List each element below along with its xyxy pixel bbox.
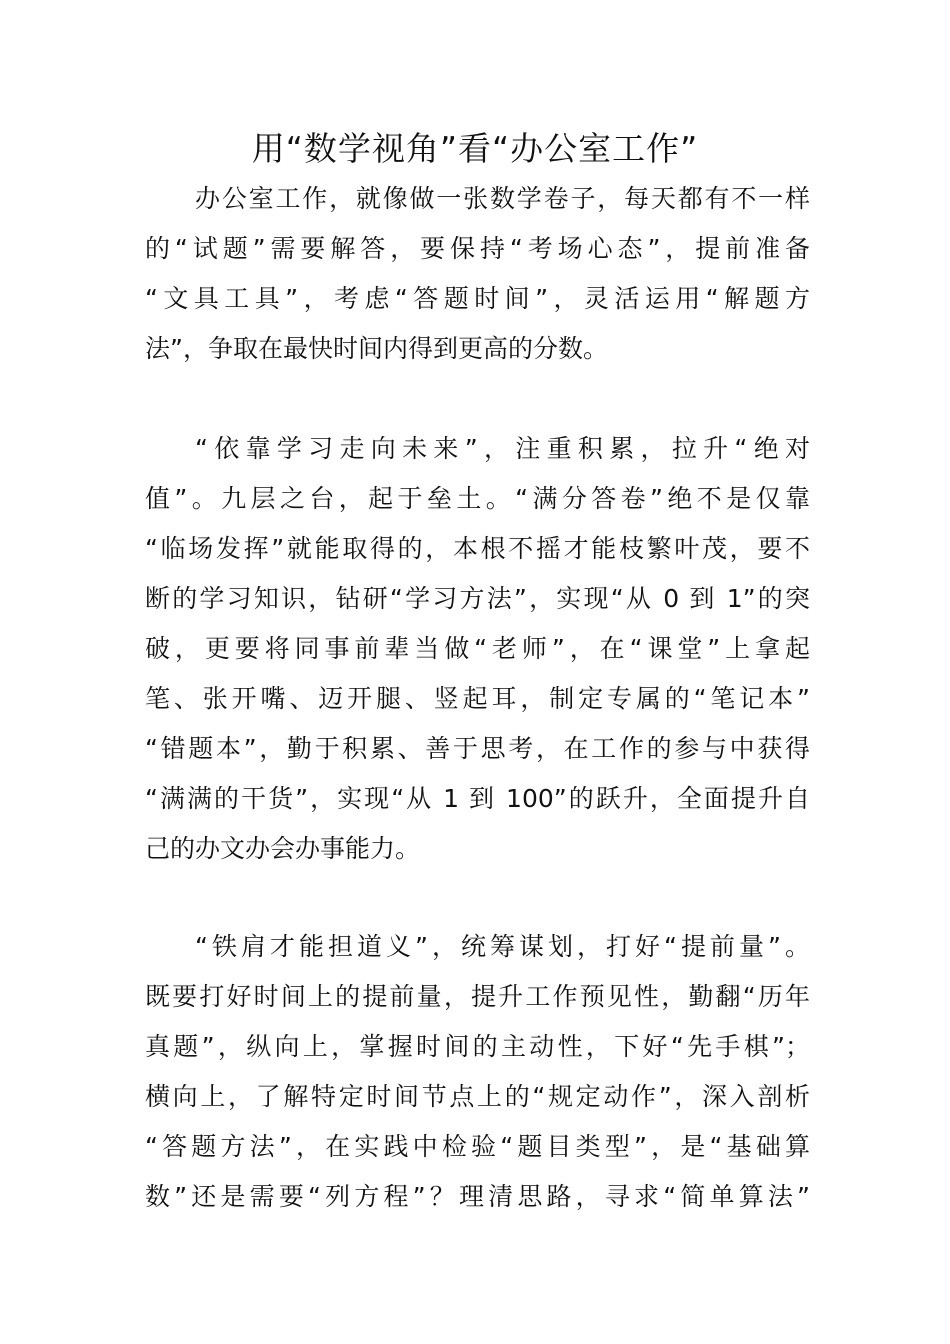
text-line: “临场发挥”就能取得的，本根不摇才能枝繁叶茂，要不 <box>145 534 810 563</box>
text-line: “文具工具”，考虑“答题时间”，灵活运用“解题方 <box>145 284 810 313</box>
text-line: “依靠学习走向未来”，注重积累，拉升“绝对 <box>195 434 810 463</box>
text-line: 真题”，纵向上，掌握时间的主动性，下好“先手棋”； <box>145 1032 810 1061</box>
text-line: “铁肩才能担道义”，统筹谋划，打好“提前量”。 <box>195 932 810 961</box>
paragraph-1 <box>145 174 810 374</box>
text-line: 笔、张开嘴、迈开腿、竖起耳，制定专属的“笔记本” <box>145 684 810 713</box>
text-line: “错题本”，勤于积累、善于思考，在工作的参与中获得 <box>145 734 810 763</box>
paragraph-3 <box>145 922 810 1222</box>
document-title: 用“数学视角”看“办公室工作” <box>251 129 699 168</box>
paragraph-2 <box>145 424 810 874</box>
text-line: 办公室工作，就像做一张数学卷子，每天都有不一样 <box>195 184 810 213</box>
text-line: 值”。九层之台，起于垒土。“满分答卷”绝不是仅靠 <box>145 484 810 513</box>
text-line: 横向上，了解特定时间节点上的“规定动作”，深入剖析 <box>145 1082 810 1111</box>
text-line: 断的学习知识，钻研“学习方法”，实现“从 0 到 1”的突 <box>145 584 810 613</box>
text-line: 己的办文办会办事能力。 <box>145 834 421 863</box>
text-line: 破，更要将同事前辈当做“老师”，在“课堂”上拿起 <box>145 634 810 663</box>
text-line: “满满的干货”，实现“从 1 到 100”的跃升，全面提升自 <box>145 784 810 813</box>
text-line: 既要打好时间上的提前量，提升工作预见性，勤翻“历年 <box>145 982 810 1011</box>
text-line: 法”，争取在最快时间内得到更高的分数。 <box>145 334 608 363</box>
text-line: 数”还是需要“列方程”？理清思路，寻求“简单算法” <box>145 1182 810 1211</box>
text-line: “答题方法”，在实践中检验“题目类型”，是“基础算 <box>145 1132 810 1161</box>
text-line: 的“试题”需要解答，要保持“考场心态”，提前准备 <box>145 234 810 263</box>
